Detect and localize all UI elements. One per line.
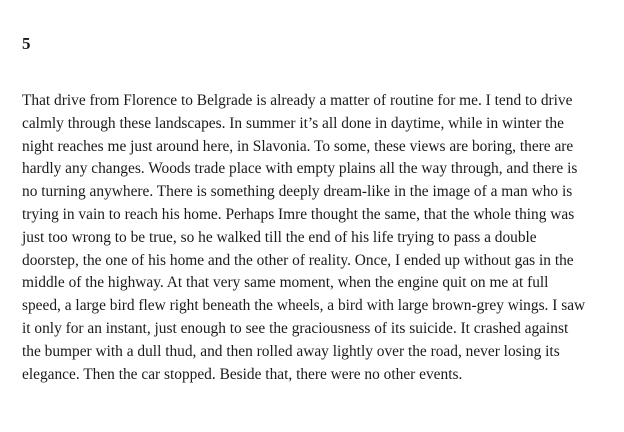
paragraph-line-13: elegance. Then the car stopped. Beside that, there were no other events.	[22, 365, 463, 383]
paragraph-line-1: That drive from Florence to Belgrade is already a matter of routine for me. I tend to drive	[22, 92, 573, 109]
paragraph-line-12: the bumper with a dull thud, and then rolled away lightly over the road, never losing its	[22, 342, 560, 360]
body-paragraph	[22, 90, 612, 386]
paragraph-line-10: speed, a large bird flew right beneath the wheels, a bird with large brown-grey wings. I saw	[22, 297, 586, 315]
paragraph-line-3: night reaches me just around here, in Slavonia. To some, these views are boring, there are	[22, 137, 574, 155]
paragraph-line-11: it only for an instant, just enough to see the graciousness of its suicide. It crashed against	[22, 319, 569, 337]
paragraph-line-4: hardly any changes. Woods trade place with empty plains all the way through, and there is	[22, 160, 578, 178]
paragraph-line-9: middle of the highway. At that very same moment, when the engine quit on me at full	[22, 274, 549, 292]
paragraph-line-2: calmly through these landscapes. In summer it’s all done in daytime, while in winter the	[22, 114, 564, 132]
paragraph-line-5: no turning anywhere. There is something deeply dream-like in the image of a man who is	[22, 183, 573, 201]
chapter-number: 5	[22, 34, 31, 53]
paragraph-line-6: trying in vain to reach his home. Perhaps Imre thought the same, that the whole thing was	[22, 205, 575, 223]
paragraph-line-7: just too wrong to be true, so he walked till the end of his life trying to pass a double	[22, 228, 537, 246]
paragraph-line-8: doorstep, the one of his home and the other of reality. Once, I ended up without gas in the	[22, 251, 574, 269]
